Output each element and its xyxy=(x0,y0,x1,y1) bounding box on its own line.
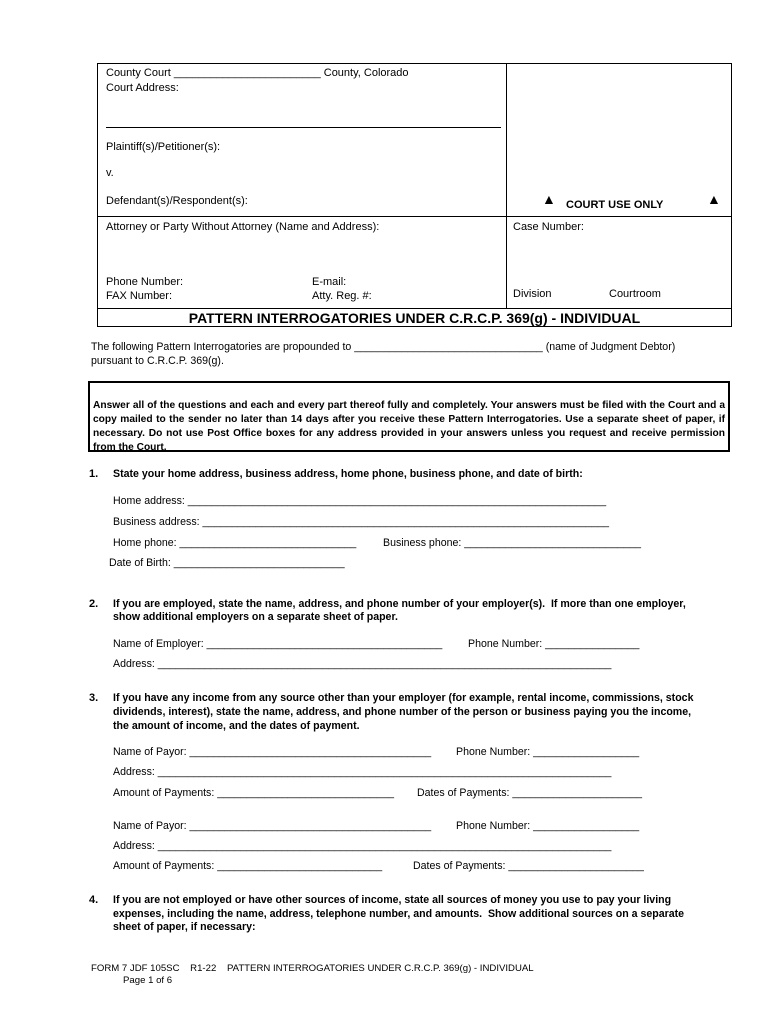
payor-name-field-2[interactable]: Name of Payor: _________________________________________ xyxy=(113,820,432,832)
payment-dates-field-2[interactable]: Dates of Payments: _______________________ xyxy=(413,860,644,872)
question-3-line-2: dividends, interest), state the name, address, and phone number of the person or business paying you the income, xyxy=(113,706,692,718)
instructions-notice: Answer all of the questions and each and every part thereof fully and completely. Your answers must be filed with the Court and a copy mailed to the sender no later than 14 days after you receive these Pattern Interrogatories. Use a separate sheet of paper, if necessary. Do not use Post Office boxes for any address provided in your answers unless you request and receive permission from the Court. xyxy=(88,381,730,452)
versus-label: v. xyxy=(106,167,114,179)
phone-label: Phone Number: xyxy=(106,276,184,288)
form-title: PATTERN INTERROGATORIES UNDER C.R.C.P. 369(g) - INDIVIDUAL xyxy=(98,308,731,327)
payor-phone-field-1[interactable]: Phone Number: __________________ xyxy=(456,746,640,758)
payment-amount-field-2[interactable]: Amount of Payments: ____________________________ xyxy=(113,860,383,872)
question-2-line-1: If you are employed, state the name, address, and phone number of your employer(s). If more than one employer, xyxy=(113,598,686,610)
county-court-line: County Court ________________________ County, Colorado xyxy=(106,67,409,79)
employer-address-field[interactable]: Address: _____________________________________________________________________________ xyxy=(113,658,612,670)
payor-address-field-1[interactable]: Address: _____________________________________________________________________________ xyxy=(113,766,612,778)
court-address-label: Court Address: xyxy=(106,82,179,94)
footer-form-id: FORM 7 JDF 105SC R1-22 PATTERN INTERROGATORIES UNDER C.R.C.P. 369(g) - INDIVIDUAL xyxy=(91,963,534,974)
question-1-text: State your home address, business address, home phone, business phone, and date of birth: xyxy=(113,468,583,480)
division-label: Division xyxy=(513,288,552,300)
question-3-line-3: the amount of income, and the dates of payment. xyxy=(113,720,360,732)
payment-dates-field-1[interactable]: Dates of Payments: ______________________ xyxy=(417,787,643,799)
up-arrow-icon: ▲ xyxy=(707,191,721,207)
business-phone-field[interactable]: Business phone: ______________________________ xyxy=(383,537,642,549)
atty-reg-label: Atty. Reg. #: xyxy=(312,290,372,302)
email-label: E-mail: xyxy=(312,276,347,288)
question-1-number: 1. xyxy=(89,468,99,480)
caption-divider xyxy=(506,64,507,308)
courtroom-label: Courtroom xyxy=(609,288,661,300)
defendant-label: Defendant(s)/Respondent(s): xyxy=(106,195,248,207)
home-address-field[interactable]: Home address: _______________________________________________________________________ xyxy=(113,495,607,507)
question-4-line-3: sheet of paper, if necessary: xyxy=(113,921,256,933)
caption-row-divider xyxy=(98,216,731,217)
question-2-number: 2. xyxy=(89,598,99,610)
home-phone-field[interactable]: Home phone: ______________________________ xyxy=(113,537,357,549)
payor-address-field-2[interactable]: Address: _____________________________________________________________________________ xyxy=(113,840,612,852)
payor-phone-field-2[interactable]: Phone Number: __________________ xyxy=(456,820,640,832)
employer-phone-field[interactable]: Phone Number: ________________ xyxy=(468,638,640,650)
up-arrow-icon: ▲ xyxy=(542,191,556,207)
case-number-label: Case Number: xyxy=(513,221,584,233)
question-4-line-2: expenses, including the name, address, telephone number, and amounts. Show additional sources on a separate xyxy=(113,908,685,920)
business-address-field[interactable]: Business address: _____________________________________________________________________ xyxy=(113,516,610,528)
question-4-number: 4. xyxy=(89,894,99,906)
fax-label: FAX Number: xyxy=(106,290,173,302)
question-3-number: 3. xyxy=(89,692,99,704)
question-4-line-1: If you are not employed or have other sources of income, state all sources of money you use to pay your living xyxy=(113,894,672,906)
payment-amount-field-1[interactable]: Amount of Payments: ______________________________ xyxy=(113,787,394,799)
question-2-line-2: show additional employers on a separate sheet of paper. xyxy=(113,611,398,623)
plaintiff-label: Plaintiff(s)/Petitioner(s): xyxy=(106,141,221,153)
court-use-only-label: COURT USE ONLY xyxy=(566,199,664,211)
employer-name-field[interactable]: Name of Employer: ________________________________________ xyxy=(113,638,443,650)
date-of-birth-field[interactable]: Date of Birth: _____________________________ xyxy=(109,557,345,569)
footer-page-number: Page 1 of 6 xyxy=(123,975,173,986)
intro-line-1: The following Pattern Interrogatories are propounded to ________________________________ (name of Judgment Debtor) xyxy=(91,341,676,353)
intro-line-2: pursuant to C.R.C.P. 369(g). xyxy=(91,355,224,367)
question-3-line-1: If you have any income from any source other than your employer (for example, rental income, commissions, stock xyxy=(113,692,694,704)
payor-name-field-1[interactable]: Name of Payor: _________________________________________ xyxy=(113,746,432,758)
address-underline xyxy=(106,127,501,128)
caption-box xyxy=(97,63,732,327)
attorney-label: Attorney or Party Without Attorney (Name and Address): xyxy=(106,221,380,233)
